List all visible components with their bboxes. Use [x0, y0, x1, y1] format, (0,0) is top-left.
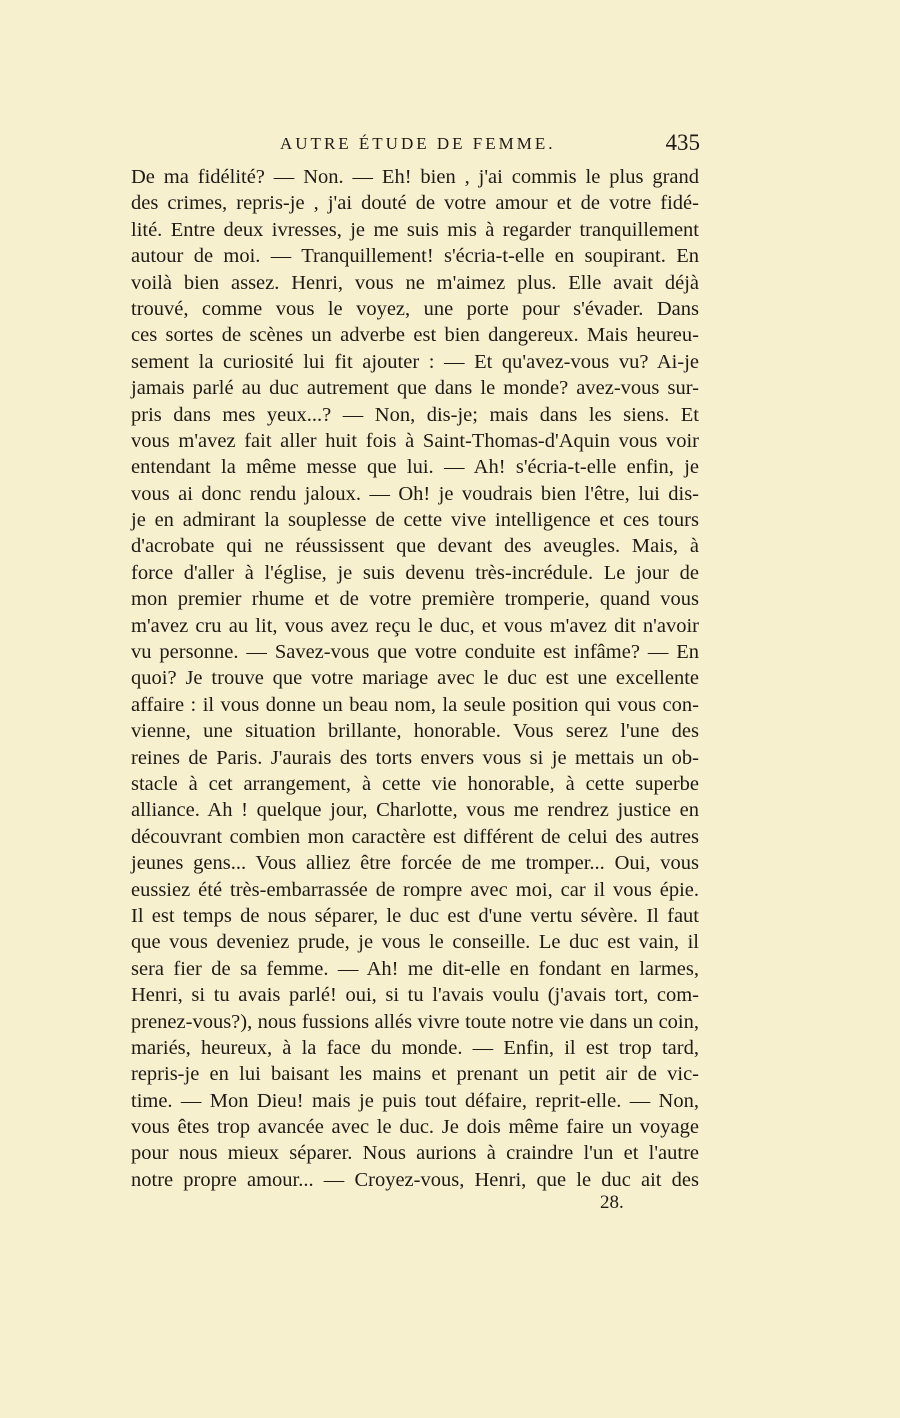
text-line: d'acrobate qui ne réussissent que devant des aveugles. Mais, à	[131, 535, 699, 558]
text-line: stacle à cet arrangement, à cette vie honorable, à cette superbe	[131, 772, 699, 795]
text-line: eussiez été très-embarrassée de rompre avec moi, car il vous épie.	[131, 878, 699, 901]
text-line: jeunes gens... Vous alliez être forcée de me tromper... Oui, vous	[131, 852, 699, 875]
text-line: mon premier rhume et de votre première tromperie, quand vous	[131, 588, 699, 611]
signature-mark: 28.	[600, 1192, 624, 1213]
text-line: vous êtes trop avancée avec le duc. Je dois même faire un voyage	[131, 1116, 699, 1139]
text-line: De ma fidélité? — Non. — Eh! bien , j'ai commis le plus grand	[131, 166, 699, 188]
text-line: vous m'avez fait aller huit fois à Saint-Thomas-d'Aquin vous voir	[131, 429, 699, 452]
text-line: time. — Mon Dieu! mais je puis tout défaire, reprit-elle. — Non,	[131, 1089, 699, 1112]
text-line: Henri, si tu avais parlé! oui, si tu l'avais voulu (j'avais tort, com-	[131, 984, 699, 1007]
text-line: trouvé, comme vous le voyez, une porte pour s'évader. Dans	[131, 297, 699, 320]
text-line: mariés, heureux, à la face du monde. — Enfin, il est trop tard,	[131, 1036, 699, 1059]
text-line: pris dans mes yeux...? — Non, dis-je; mais dans les siens. Et	[131, 403, 699, 426]
text-line: pour nous mieux séparer. Nous aurions à craindre l'un et l'autre	[131, 1142, 699, 1165]
text-line: des crimes, repris-je , j'ai douté de votre amour et de votre fidé-	[131, 192, 699, 215]
text-line: quoi? Je trouve que votre mariage avec le duc est une excellente	[131, 667, 699, 690]
text-line: que vous deveniez prude, je vous le conseille. Le duc est vain, il	[131, 931, 699, 954]
text-line: lité. Entre deux ivresses, je me suis mis à regarder tranquillement	[131, 218, 699, 241]
text-line: sement la curiosité lui fit ajouter : — Et qu'avez-vous vu? Ai-je	[131, 350, 699, 373]
running-head	[130, 130, 700, 164]
body-text	[131, 164, 699, 1193]
text-line: voilà bien assez. Henri, vous ne m'aimez plus. Elle avait déjà	[131, 271, 699, 294]
text-line: découvrant combien mon caractère est différent de celui des autres	[131, 825, 699, 848]
text-line: Il est temps de nous séparer, le duc est d'une vertu sévère. Il faut	[131, 904, 699, 927]
text-line: vous ai donc rendu jaloux. — Oh! je voudrais bien l'être, lui dis-	[131, 482, 699, 505]
text-line: force d'aller à l'église, je suis devenu très-incrédule. Le jour de	[131, 561, 699, 584]
text-line: je en admirant la souplesse de cette vive intelligence et ces tours	[131, 509, 699, 532]
text-line: vienne, une situation brillante, honorable. Vous serez l'une des	[131, 720, 699, 743]
text-line: prenez-vous?), nous fussions allés vivre toute notre vie dans un coin,	[131, 1010, 699, 1033]
text-line: entendant la même messe que lui. — Ah! s'écria-t-elle enfin, je	[131, 456, 699, 479]
text-line: ces sortes de scènes un adverbe est bien dangereux. Mais heureu-	[131, 324, 699, 347]
text-line: autour de moi. — Tranquillement! s'écria-t-elle en soupirant. En	[131, 245, 699, 268]
text-line: vu personne. — Savez-vous que votre conduite est infâme? — En	[131, 641, 699, 664]
text-line: repris-je en lui baisant les mains et prenant un petit air de vic-	[131, 1063, 699, 1086]
text-line: sera fier de sa femme. — Ah! me dit-elle en fondant en larmes,	[131, 957, 699, 980]
text-line: m'avez cru au lit, vous avez reçu le duc, et vous m'avez dit n'avoir	[131, 614, 699, 637]
page-number: 435	[665, 130, 700, 155]
text-line: jamais parlé au duc autrement que dans le monde? avez-vous sur-	[131, 377, 699, 400]
text-line: alliance. Ah ! quelque jour, Charlotte, vous me rendrez justice en	[131, 799, 699, 822]
running-title: AUTRE ÉTUDE DE FEMME.	[280, 134, 556, 153]
text-line: reines de Paris. J'aurais des torts envers vous si je mettais un ob-	[131, 746, 699, 769]
text-line: notre propre amour... — Croyez-vous, Henri, que le duc ait des	[131, 1168, 699, 1191]
text-line: affaire : il vous donne un beau nom, la seule position qui vous con-	[131, 693, 699, 716]
